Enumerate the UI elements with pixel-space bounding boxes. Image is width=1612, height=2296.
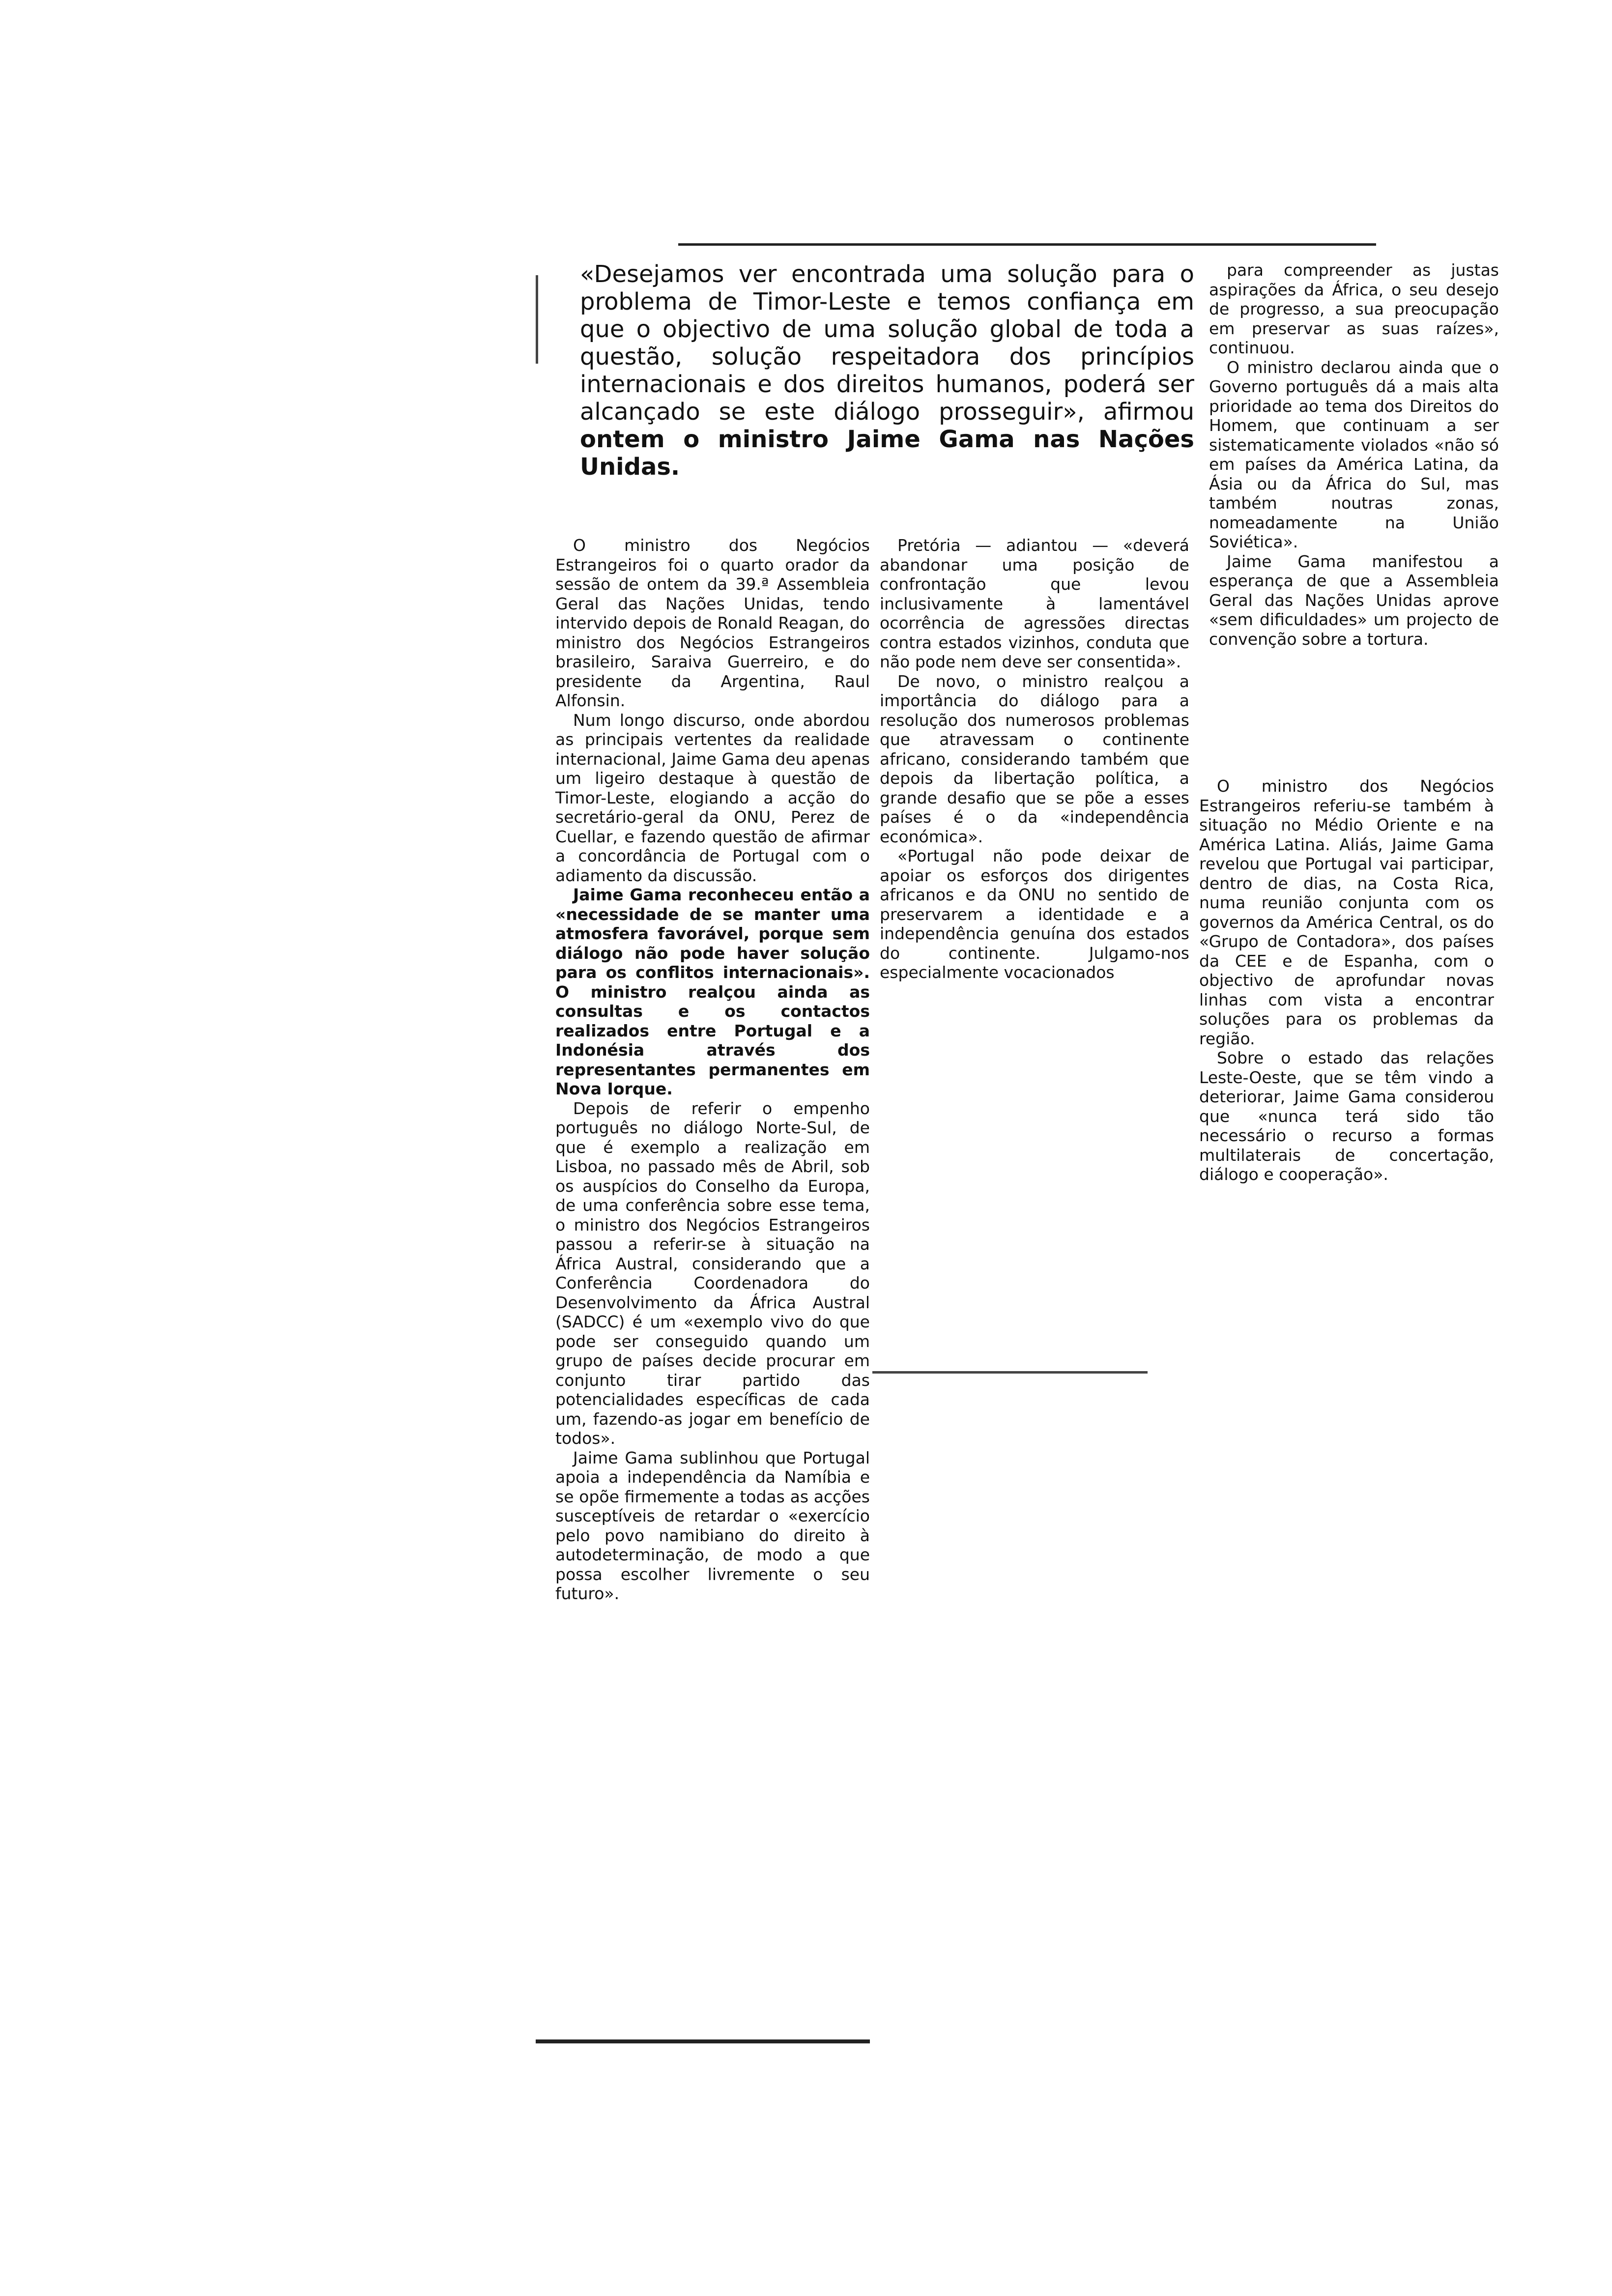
paragraph: Pretória — adiantou — «deverá abandonar uma posição de confrontação que levou inclusivamente à lamentável ocorrência de agressões directas contra estados vizinhos, conduta que não pode nem deve ser consentida». [880, 536, 1189, 671]
column-1 [555, 536, 870, 1604]
lead-byline: ontem o ministro Jaime Gama nas Nações Unidas. [580, 426, 1194, 481]
bottom-rule [536, 2039, 870, 2043]
left-rule [536, 275, 538, 364]
paragraph: Num longo discurso, onde abordou as principais vertentes da realidade internacional, Jaime Gama deu apenas um ligeiro destaque à questão de Timor-Leste, elogiando a acção do secretário-geral da ONU, Perez de Cuellar, e fazendo questão de afirmar a concordância de Portugal com o adiamento da discussão. [555, 710, 870, 885]
paragraph: para compreender as justas aspirações da África, o seu desejo de progresso, a sua preocupação em preservar as suas raízes», continuou. [1209, 260, 1499, 357]
paragraph: Sobre o estado das relações Leste-Oeste, que se têm vindo a deteriorar, Jaime Gama considerou que «nunca terá sido tão necessário o recurso a formas multilaterais de concertação, diálogo e cooperação». [1199, 1048, 1494, 1184]
paragraph: De novo, o ministro realçou a importância do diálogo para a resolução dos numerosos problemas que atravessam o continente africano, considerando também que depois da libertação política, a grande desafio que se põe a esses países é o da «independência económica». [880, 671, 1189, 846]
column-3-top [1209, 260, 1499, 649]
lead-text: «Desejamos ver encontrada uma solução para o problema de Timor-Leste e temos confiança em que o objectivo de uma solução global de toda a questão, solução respeitadora dos princípios internacionais e dos direitos humanos, poderá ser alcançado se este diálogo prosseguir», afirmou [580, 260, 1194, 426]
paragraph: Jaime Gama manifestou a esperança de que a Assembleia Geral das Nações Unidas aprove «sem dificuldades» um projecto de convenção sobre a tortura. [1209, 551, 1499, 649]
paragraph: «Portugal não pode deixar de apoiar os esforços dos dirigentes africanos e da ONU no sentido de preservarem a identidade e a independência genuína dos estados do continente. Julgamo-nos especialmente vocacionados [880, 846, 1189, 982]
paragraph: Jaime Gama sublinhou que Portugal apoia a independência da Namíbia e se opõe firmemente a todas as acções susceptíveis de retardar o «exercício pelo povo namibiano do direito à autodeterminação, de modo a que possa escolher livremente o seu futuro». [555, 1448, 870, 1603]
column-2 [880, 536, 1189, 982]
paragraph: Depois de referir o empenho português no diálogo Norte-Sul, de que é exemplo a realização em Lisboa, no passado mês de Abril, sob os auspícios do Conselho da Europa, de uma conferência sobre esse tema, o ministro dos Negócios Estrangeiros passou a referir-se à situação na África Austral, considerando que a Conferência Coordenadora do Desenvolvimento da África Austral (SADCC) é um «exemplo vivo do que pode ser conseguido quando um grupo de países decide procurar em conjunto tirar partido das potencialidades específicas de cada um, fazendo-as jogar em benefício de todos». [555, 1098, 870, 1448]
column-2-bottom-rule [872, 1371, 1148, 1374]
paragraph: O ministro dos Negócios Estrangeiros referiu-se também à situação no Médio Oriente e na América Latina. Aliás, Jaime Gama revelou que Portugal vai participar, dentro de dias, na Costa Rica, numa reunião conjunta com os governos da América Central, os do «Grupo de Contadora», dos países da CEE e de Espanha, com o objectivo de aprofundar novas linhas com vista a encontrar soluções para os problemas da região. [1199, 776, 1494, 1048]
paragraph: O ministro dos Negócios Estrangeiros foi o quarto orador da sessão de ontem da 39.ª Assembleia Geral das Nações Unidas, tendo intervido depois de Ronald Reagan, do ministro dos Negócios Estrangeiros brasileiro, Saraiva Guerreiro, e do presidente da Argentina, Raul Alfonsin. [555, 536, 870, 710]
column-3-bottom [1199, 776, 1494, 1184]
top-rule [678, 243, 1376, 246]
article-lead [580, 260, 1194, 481]
paragraph: O ministro declarou ainda que o Governo português dá a mais alta prioridade ao tema dos Direitos do Homem, que continuam a ser sistematicamente violados «não só em países da América Latina, da Ásia ou da África do Sul, mas também noutras zonas, nomeadamente na União Soviética». [1209, 357, 1499, 551]
paragraph: Jaime Gama reconheceu então a «necessidade de se manter uma atmosfera favorável, porque sem diálogo não pode haver solução para os conflitos internacionais». O ministro realçou ainda as consultas e os contactos realizados entre Portugal e a Indonésia através dos representantes permanentes em Nova Iorque. [555, 885, 870, 1098]
